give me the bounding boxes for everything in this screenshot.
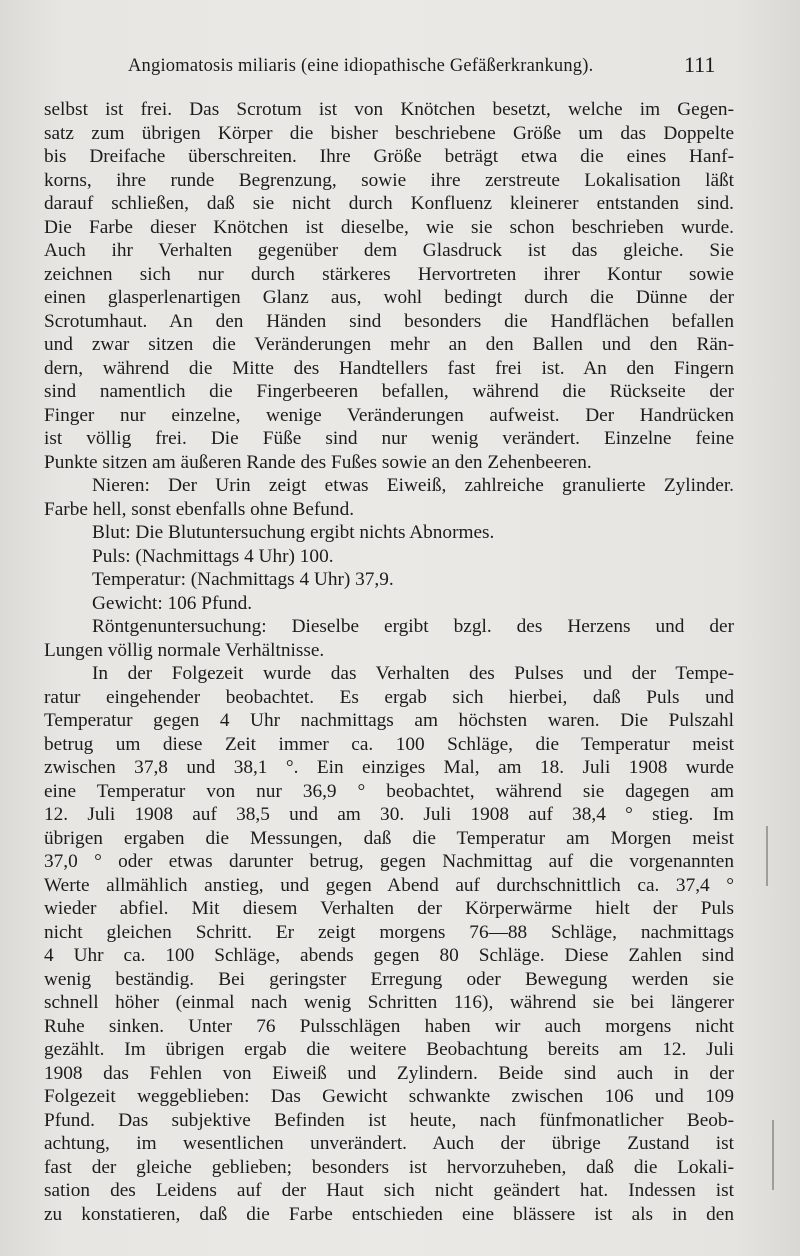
text-line: darauf schließen, daß sie nicht durch Konfluenz kleinerer entstanden sind. [44, 193, 734, 214]
text-line: 4 Uhr ca. 100 Schläge, abends gegen 80 Schläge. Diese Zahlen sind [44, 945, 734, 966]
text-line: korns, ihre runde Begrenzung, sowie ihre zerstreute Lokalisation läßt [44, 169, 734, 191]
text-line: Folgezeit weggeblieben: Das Gewicht schwankte zwischen 106 und 109 [44, 1086, 734, 1107]
text-line: 1908 das Fehlen von Eiweiß und Zylindern. Beide sind auch in der [44, 1062, 734, 1084]
text-line: einen glasperlenartigen Glanz aus, wohl bedingt durch die Dünne der [44, 287, 734, 308]
text-line: achtung, im wesentlichen unverändert. Auch der übrige Zustand ist [44, 1133, 734, 1154]
text-line: Blut: Die Blutuntersuchung ergibt nichts Abnormes. [92, 522, 495, 543]
paragraph [44, 521, 734, 545]
paragraph [44, 662, 734, 1226]
text-line: fast der gleiche geblieben; besonders ist hervorzuheben, daß die Lokali- [44, 1156, 734, 1178]
text-line: ratur eingehender beobachtet. Es ergab sich hierbei, daß Puls und [44, 686, 734, 708]
text-line: dern, während die Mitte des Handtellers fast frei ist. An den Fingern [44, 357, 734, 379]
text-line: zu konstatieren, daß die Farbe entschieden eine blässere ist als in den [44, 1203, 734, 1225]
text-line: ist völlig frei. Die Füße sind nur wenig verändert. Einzelne feine [44, 428, 734, 449]
text-line: Temperatur: (Nachmittags 4 Uhr) 37,9. [92, 569, 394, 590]
text-line: wieder abfiel. Mit diesem Verhalten der Körperwärme hielt der Puls [44, 898, 734, 919]
text-line: satz zum übrigen Körper die bisher beschriebene Größe um das Doppelte [44, 122, 734, 144]
text-line: gezählt. Im übrigen ergab die weitere Beobachtung bereits am 12. Juli [44, 1039, 734, 1060]
paragraph [44, 568, 734, 592]
body-text [44, 98, 734, 1226]
text-line: 37,0 ° oder etwas darunter betrug, gegen Nachmittag auf die vorgenannten [44, 851, 734, 872]
text-line: Nieren: Der Urin zeigt etwas Eiweiß, zahlreiche granulierte Zylinder. [92, 475, 734, 496]
paragraph [44, 615, 734, 662]
text-line: betrug um diese Zeit immer ca. 100 Schläge, die Temperatur meist [44, 733, 734, 755]
margin-mark [772, 1120, 774, 1190]
paragraph [44, 592, 734, 616]
text-line: Puls: (Nachmittags 4 Uhr) 100. [92, 545, 334, 567]
text-line: zeichnen sich nur durch stärkeres Hervortreten ihrer Kontur sowie [44, 263, 734, 285]
text-line: Temperatur gegen 4 Uhr nachmittags am höchsten waren. Die Pulszahl [44, 710, 734, 731]
text-line: Scrotumhaut. An den Händen sind besonders die Handflächen befallen [44, 310, 734, 332]
text-line: zwischen 37,8 und 38,1 °. Ein einziges Mal, am 18. Juli 1908 wurde [44, 757, 734, 778]
text-line: sind namentlich die Fingerbeeren befallen, während die Rückseite der [44, 381, 734, 402]
paragraph [44, 474, 734, 521]
text-line: Lungen völlig normale Verhältnisse. [44, 639, 325, 661]
text-line: Punkte sitzen am äußeren Rande des Fußes sowie an den Zehenbeeren. [44, 451, 592, 473]
paragraph [44, 98, 734, 474]
text-line: sation des Leidens auf der Haut sich nicht geändert hat. Indessen ist [44, 1180, 734, 1201]
text-line: Farbe hell, sonst ebenfalls ohne Befund. [44, 498, 355, 520]
text-line: Pfund. Das subjektive Befinden ist heute, nach fünfmonatlicher Beob- [44, 1109, 734, 1131]
text-line: und zwar sitzen die Veränderungen mehr an den Ballen und den Rän- [44, 334, 734, 355]
text-line: Die Farbe dieser Knötchen ist dieselbe, wie sie schon beschrieben wurde. [44, 216, 734, 238]
text-line: Werte allmählich anstieg, und gegen Abend auf durchschnittlich ca. 37,4 ° [44, 874, 734, 896]
text-line: wenig beständig. Bei geringster Erregung oder Bewegung werden sie [44, 968, 734, 990]
text-line: Röntgenuntersuchung: Dieselbe ergibt bzgl. des Herzens und der [92, 616, 734, 637]
running-title: Angiomatosis miliaris (eine idiopathische Gefäßerkrankung). [128, 56, 594, 76]
text-line: bis Dreifache überschreiten. Ihre Größe beträgt etwa die eines Hanf- [44, 146, 734, 167]
paragraph [44, 545, 734, 569]
text-line: übrigen ergaben die Messungen, daß die Temperatur am Morgen meist [44, 827, 734, 849]
text-line: In der Folgezeit wurde das Verhalten des Pulses und der Tempe- [92, 663, 734, 684]
page-number: 111 [684, 52, 716, 77]
text-line: Auch ihr Verhalten gegenüber dem Glasdruck ist das gleiche. Sie [44, 240, 734, 261]
text-line: Ruhe sinken. Unter 76 Pulsschlägen haben wir auch morgens nicht [44, 1015, 734, 1037]
page-header [0, 52, 800, 86]
text-line: Gewicht: 106 Pfund. [92, 592, 253, 614]
text-line: schnell höher (einmal nach wenig Schritten 116), während sie bei längerer [44, 992, 734, 1013]
text-line: 12. Juli 1908 auf 38,5 und am 30. Juli 1908 auf 38,4 ° stieg. Im [44, 804, 734, 825]
text-line: nicht gleichen Schritt. Er zeigt morgens 76—88 Schläge, nachmittags [44, 921, 734, 943]
text-line: eine Temperatur von nur 36,9 ° beobachtet, während sie dagegen am [44, 780, 734, 802]
margin-mark [766, 826, 768, 886]
text-line: Finger nur einzelne, wenige Veränderungen aufweist. Der Handrücken [44, 404, 734, 426]
text-line: selbst ist frei. Das Scrotum ist von Knötchen besetzt, welche im Gegen- [44, 99, 734, 120]
